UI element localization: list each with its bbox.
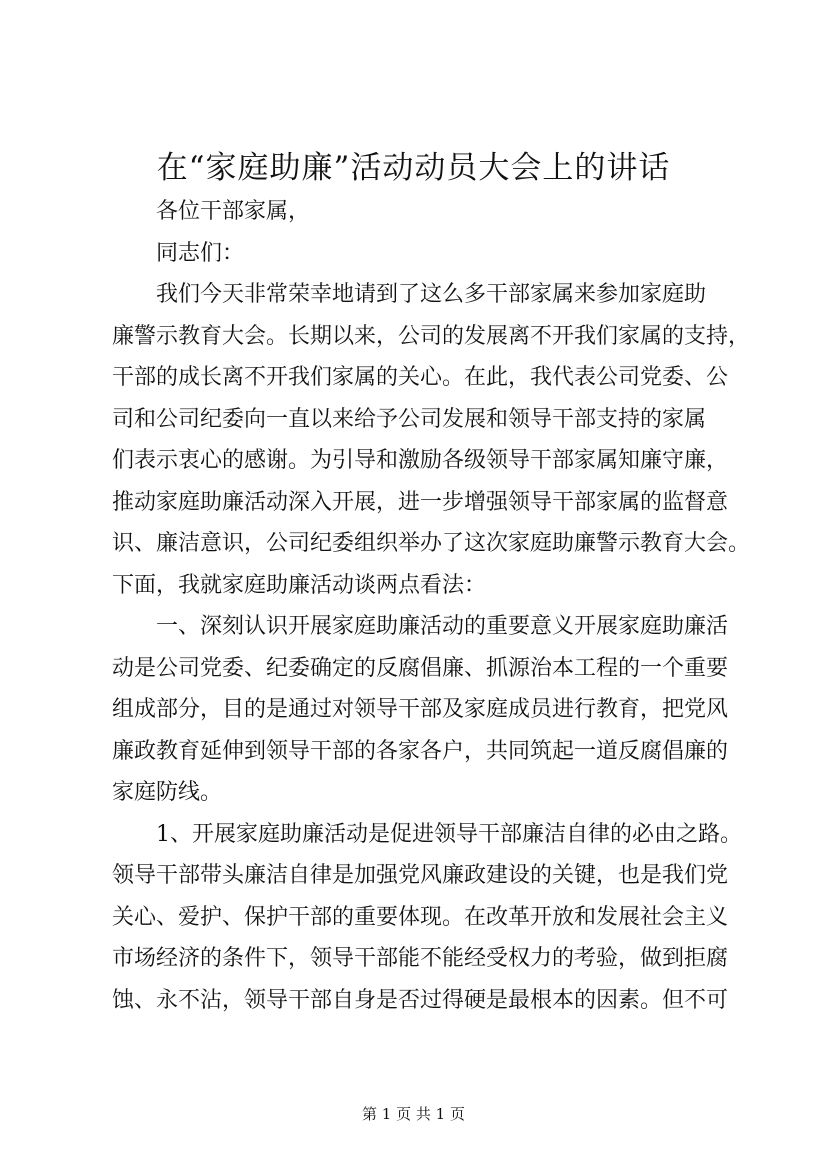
paragraph-line: 们表示衷心的感谢。为引导和激励各级领导干部家属知廉守廉，: [112, 448, 729, 473]
paragraph-line: 市场经济的条件下，领导干部能不能经受权力的考验，做到拒腐: [112, 946, 729, 971]
page-number: 第 1 页 共 1 页: [362, 1105, 465, 1123]
paragraph-line: 识、廉洁意识，公司纪委组织举办了这次家庭助廉警示教育大会。: [112, 531, 751, 556]
paragraph-line: 廉政教育延伸到领导干部的各家各户，共同筑起一道反腐倡廉的: [112, 738, 729, 764]
paragraph-line: 关心、爱护、保护干部的重要体现。在改革开放和发展社会主义: [112, 904, 729, 930]
paragraph-line: 领导干部带头廉洁自律是加强党风廉政建设的关键，也是我们党: [112, 863, 729, 888]
paragraph-line: 推动家庭助廉活动深入开展，进一步增强领导干部家属的监督意: [112, 489, 729, 515]
paragraph-line: 动是公司党委、纪委确定的反腐倡廉、抓源治本工程的一个重要: [112, 655, 729, 681]
paragraph-line: 家庭防线。: [112, 780, 223, 805]
numbered-point-line: 1、开展家庭助廉活动是促进领导干部廉洁自律的必由之路。: [156, 821, 742, 847]
paragraph-line: 干部的成长离不开我们家属的关心。在此，我代表公司党委、公: [112, 365, 729, 390]
paragraph-line: 司和公司纪委向一直以来给予公司发展和领导干部支持的家属: [112, 406, 707, 432]
paragraph-line: 组成部分，目的是通过对领导干部及家庭成员进行教育，把党风: [112, 697, 729, 722]
page-title: 在“家庭助廉”活动动员大会上的讲话: [156, 150, 671, 186]
paragraph-line: 下面，我就家庭助廉活动谈两点看法：: [112, 572, 487, 598]
document-body: [112, 191, 752, 1021]
paragraph-line: 蚀、永不沾，领导干部自身是否过得硬是最根本的因素。但不可: [112, 987, 729, 1013]
salutation-line: 各位干部家属，: [156, 199, 311, 224]
salutation-line: 同志们：: [156, 240, 245, 266]
paragraph-line: 廉警示教育大会。长期以来，公司的发展离不开我们家属的支持，: [112, 323, 751, 349]
section-heading-line: 一、深刻认识开展家庭助廉活动的重要意义开展家庭助廉活: [156, 614, 729, 639]
paragraph-line: 我们今天非常荣幸地请到了这么多干部家属来参加家庭助: [156, 282, 707, 307]
page-footer: [0, 1104, 827, 1124]
